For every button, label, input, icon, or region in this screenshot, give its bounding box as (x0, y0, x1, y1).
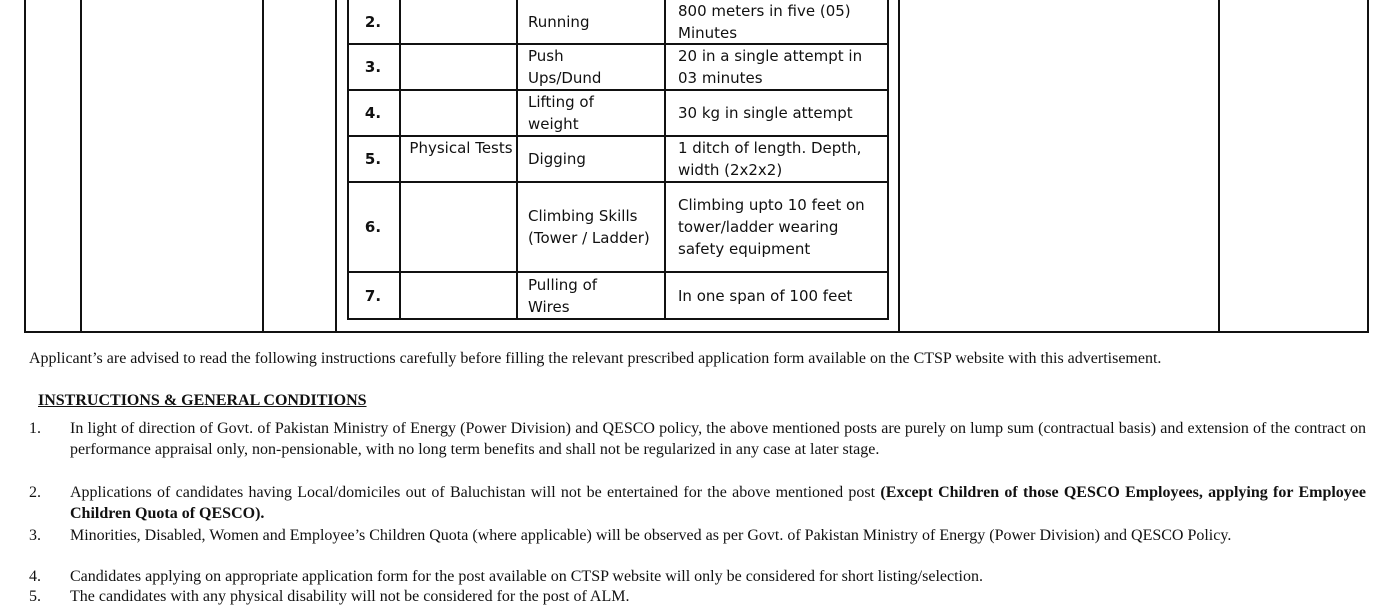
outer-border-right (1367, 0, 1369, 333)
test-name: Digging (528, 150, 586, 168)
instruction-body: The candidates with any physical disability will not be considered for the post of ALM. (70, 588, 630, 605)
instruction-emphasis: (Except Children of those QESCO Employees, applying for Employee Children Quota of QESCO). (70, 484, 1366, 522)
test-name: Push Ups/Dund (528, 47, 602, 87)
row-number: 5. (364, 150, 382, 168)
table-row (347, 91, 889, 137)
test-name: Climbing Skills (Tower / Ladder) (528, 207, 650, 247)
instruction-body: Candidates applying on appropriate application form for the post available on CTSP website will only be considered for short listing/selection. (70, 568, 983, 585)
physical-tests-group-label: Physical Tests (409, 139, 513, 157)
row-number: 4. (364, 104, 382, 122)
advice-text: Applicant’s are advised to read the following instructions carefully before filling the relevant prescribed application form available on the CTSP website with this advertisement. (29, 350, 1162, 367)
test-criteria: 1 ditch of length. Depth, width (2x2x2) (678, 139, 862, 179)
instruction-text (70, 418, 1366, 460)
test-criteria: 20 in a single attempt in 03 minutes (678, 47, 863, 87)
instruction-body: Minorities, Disabled, Women and Employee’s Children Quota (where applicable) will be observed as per Govt. of Pakistan Ministry of Energy (Power Division) and QESCO Policy. (70, 527, 1232, 544)
physical-tests-table (347, 0, 889, 320)
outer-col-divider-5 (1218, 0, 1220, 333)
instruction-text (70, 566, 1366, 587)
row-number: 3. (364, 58, 382, 76)
row-number: 2. (364, 12, 382, 31)
instruction-number: 1. (29, 420, 41, 437)
outer-border-bottom (24, 331, 1369, 333)
table-row (347, 137, 889, 183)
instruction-number: 5. (29, 588, 41, 605)
test-criteria: 30 kg in single attempt (678, 104, 853, 122)
table-row (347, 0, 889, 45)
outer-col-divider-2 (262, 0, 264, 333)
instruction-body: In light of direction of Govt. of Pakistan Ministry of Energy (Power Division) and QESCO policy, the above mentioned posts are purely on lump sum (contractual basis) and extension of the contract on performance appraisal only, non-pensionable, with no long term benefits and shall not be regularized in any case at later stage. (70, 420, 1366, 458)
outer-col-divider-1 (80, 0, 82, 333)
instruction-number: 3. (29, 527, 41, 544)
row-number: 6. (364, 218, 382, 236)
instruction-text (70, 586, 1366, 607)
test-name: Running (528, 12, 590, 31)
instructions-heading: INSTRUCTIONS & GENERAL CONDITIONS (38, 392, 367, 409)
instruction-text (70, 525, 1366, 546)
table-row (347, 273, 889, 320)
instruction-number: 2. (29, 484, 41, 501)
table-row (347, 183, 889, 273)
test-name: Lifting of weight (528, 93, 594, 133)
row-number: 7. (364, 286, 382, 305)
instruction-text (70, 482, 1366, 524)
test-criteria: 800 meters in five (05) Minutes (678, 1, 851, 42)
test-criteria: Climbing upto 10 feet on tower/ladder wearing safety equipment (678, 196, 865, 258)
table-row (347, 45, 889, 91)
outer-col-divider-3 (335, 0, 337, 333)
outer-col-divider-4 (898, 0, 900, 333)
instruction-number: 4. (29, 568, 41, 585)
instruction-body: Applications of candidates having Local/domiciles out of Baluchistan will not be entertained for the above mentioned post (70, 484, 881, 501)
test-name: Pulling of Wires (528, 275, 598, 316)
test-criteria: In one span of 100 feet (678, 286, 853, 305)
outer-border-left (24, 0, 26, 333)
